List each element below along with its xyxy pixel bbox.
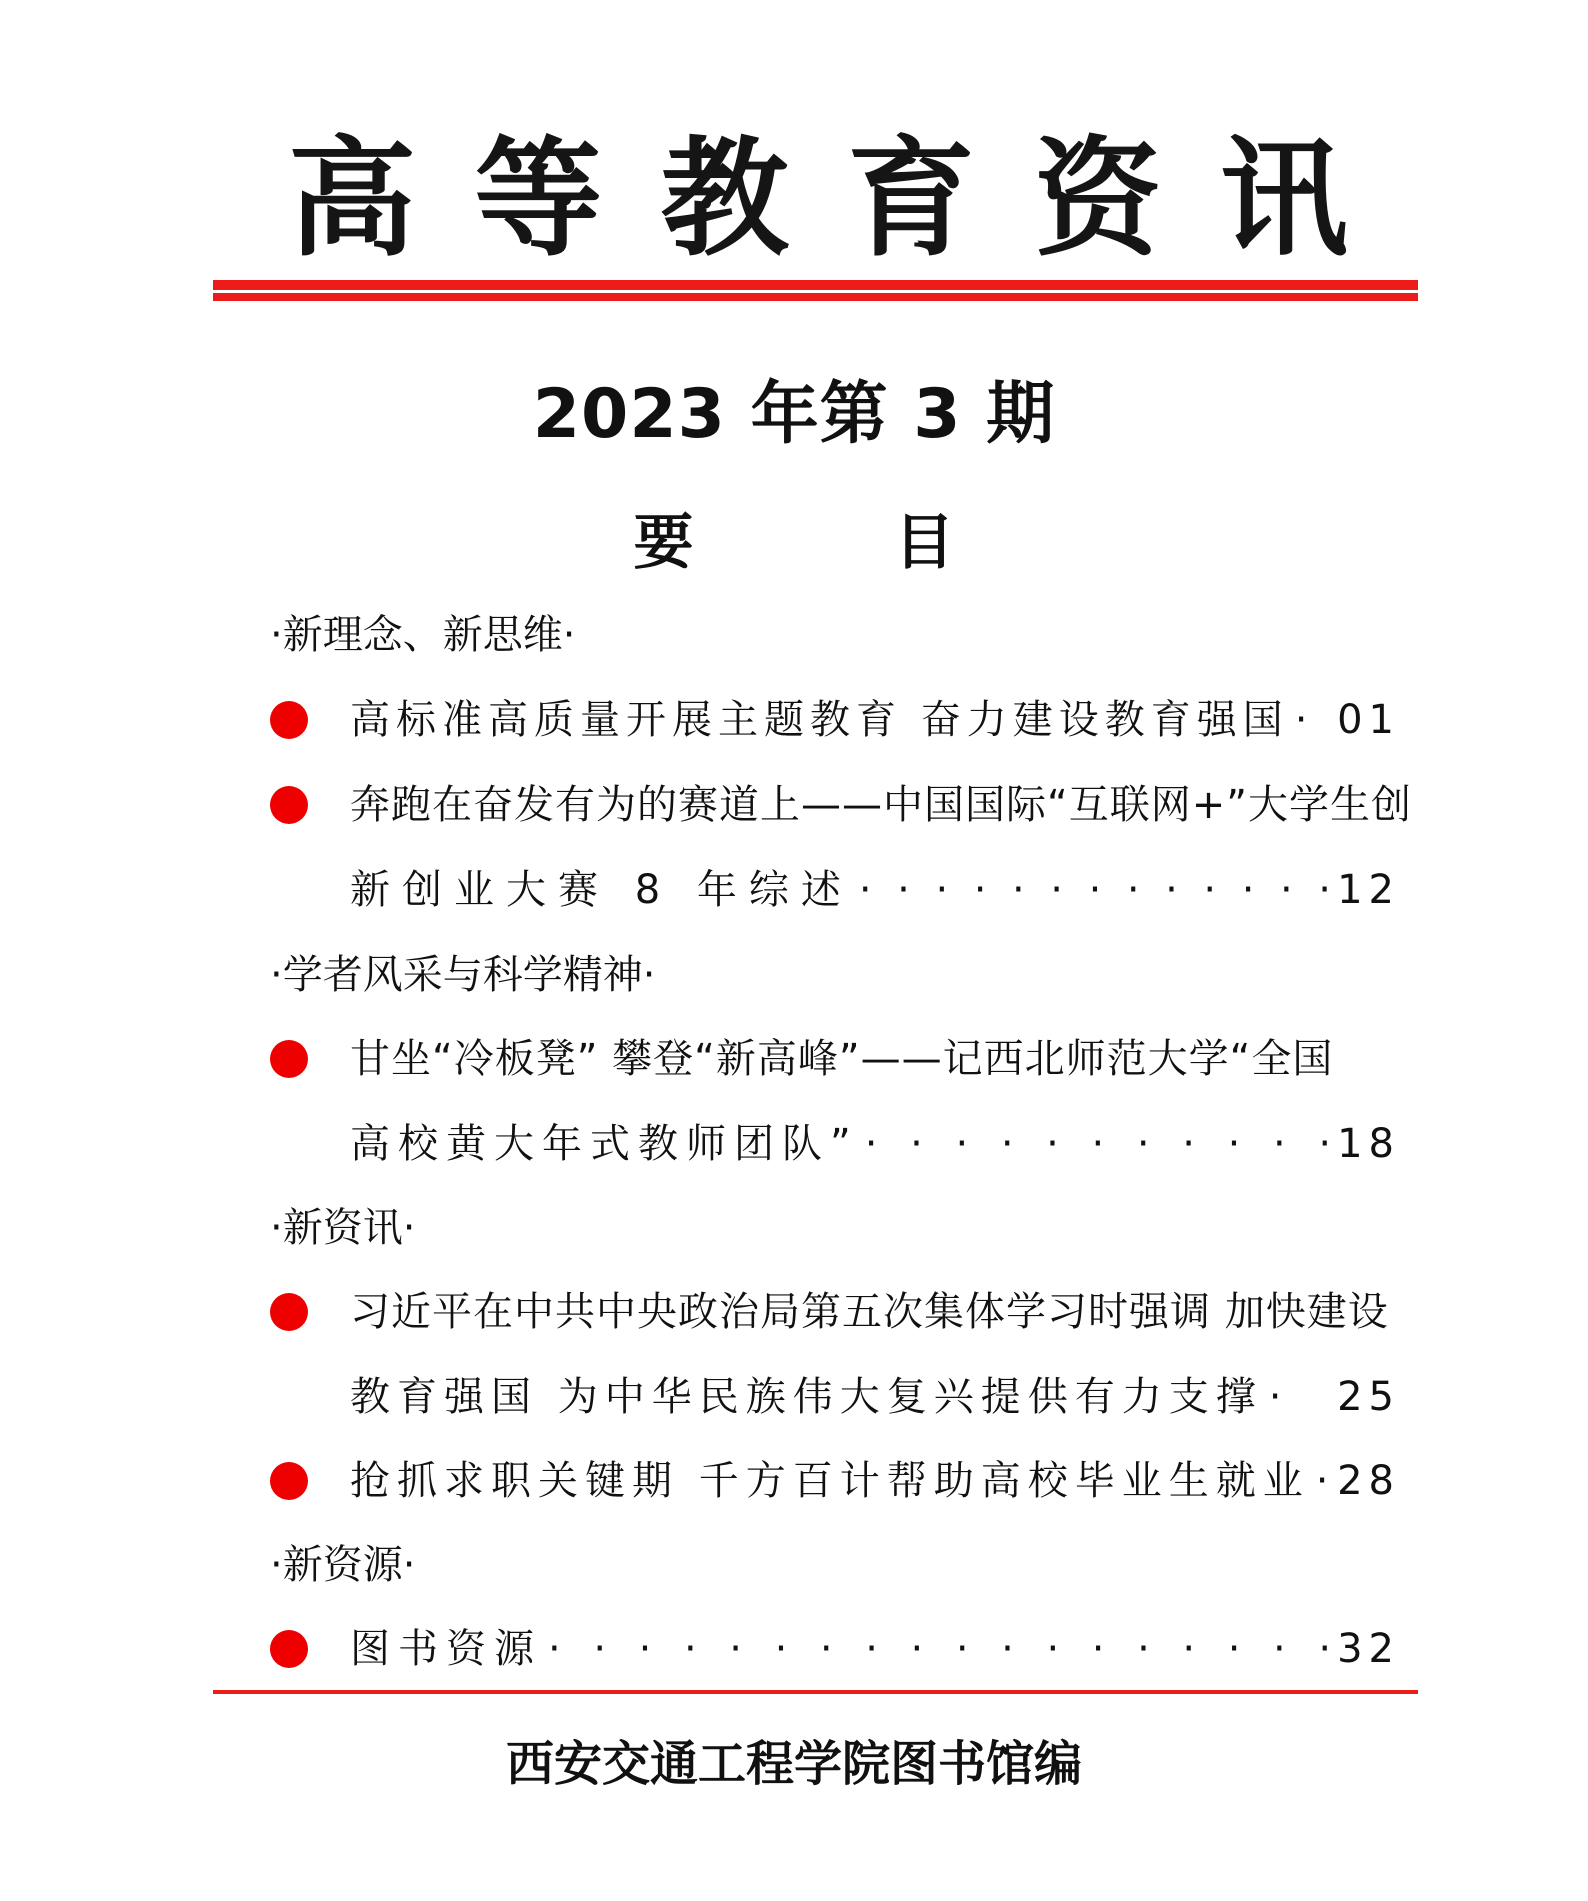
section-heading: ·学者风采与科学精神· [270, 952, 656, 998]
toc-entry[interactable] [350, 1036, 1400, 1082]
toc-entry[interactable] [350, 1626, 1400, 1672]
page-number: 28 [1337, 1458, 1400, 1504]
title-char: 资 [1033, 125, 1162, 274]
toc-entry-title: 习近平在中共中央政治局第五次集体学习时强调 加快建设 [350, 1289, 1389, 1335]
section-heading: ·新理念、新思维· [270, 612, 576, 658]
toc-entry[interactable] [350, 697, 1400, 743]
toc-entry-continued[interactable] [350, 867, 1400, 913]
footer-rule [213, 1690, 1418, 1694]
dot-leader: · · · · · · · · · · · · · [858, 870, 1331, 910]
title-char: 等 [474, 125, 603, 274]
dot-leader: · [1315, 1461, 1329, 1501]
toc-entry[interactable] [350, 782, 1412, 828]
title-char: 教 [660, 125, 789, 274]
dot-leader: · · · · · · · · · · · · · · · · · · [548, 1629, 1332, 1669]
toc-heading: 要 目 [633, 508, 1045, 578]
bullet-icon [270, 786, 308, 824]
title-rule-lower [213, 293, 1418, 301]
bullet-icon [270, 1293, 308, 1331]
bullet-icon [270, 701, 308, 739]
title-char: 育 [847, 125, 976, 274]
page-number: 25 [1337, 1374, 1400, 1420]
toc-entry[interactable] [350, 1458, 1400, 1504]
dot-leader: · [1268, 1377, 1282, 1417]
section-heading: ·新资讯· [270, 1205, 416, 1251]
section-heading: ·新资源· [270, 1542, 416, 1588]
toc-entry-continued[interactable] [350, 1121, 1400, 1167]
page-number: 18 [1337, 1121, 1400, 1167]
publisher-credit: 西安交通工程学院图书馆编 [505, 1736, 1082, 1792]
toc-entry-title: 奔跑在奋发有为的赛道上——中国国际“互联网+”大学生创 [350, 782, 1412, 828]
toc-entry-title: 图书资源 [350, 1626, 542, 1672]
toc-entry-continued[interactable] [350, 1374, 1400, 1420]
bullet-icon [270, 1462, 308, 1500]
page-number: 01 [1337, 697, 1400, 743]
dot-leader: · [1294, 700, 1308, 740]
toc-entry-title: 甘坐“冷板凳” 攀登“新高峰”——记西北师范大学“全国 [350, 1036, 1334, 1082]
toc-entry-title: 新创业大赛 8 年综述 [350, 867, 853, 913]
issue-number: 2023 年第 3 期 [532, 375, 1056, 454]
title-char: 高 [288, 125, 417, 274]
bullet-icon [270, 1630, 308, 1668]
toc-entry-title: 高标准高质量开展主题教育 奋力建设教育强国 [350, 697, 1289, 743]
title-char: 讯 [1219, 125, 1348, 274]
page-number: 32 [1337, 1626, 1400, 1672]
bullet-icon [270, 1040, 308, 1078]
page-number: 12 [1337, 867, 1400, 913]
title-rule-upper [213, 280, 1418, 290]
journal-title [213, 120, 1418, 280]
toc-entry-title: 抢抓求职关键期 千方百计帮助高校毕业生就业 [350, 1458, 1310, 1504]
dot-leader: · · · · · · · · · · · [864, 1124, 1332, 1164]
toc-entry[interactable] [350, 1289, 1400, 1335]
toc-entry-title: 教育强国 为中华民族伟大复兴提供有力支撑 [350, 1374, 1263, 1420]
toc-entry-title: 高校黄大年式教师团队” [350, 1121, 859, 1167]
